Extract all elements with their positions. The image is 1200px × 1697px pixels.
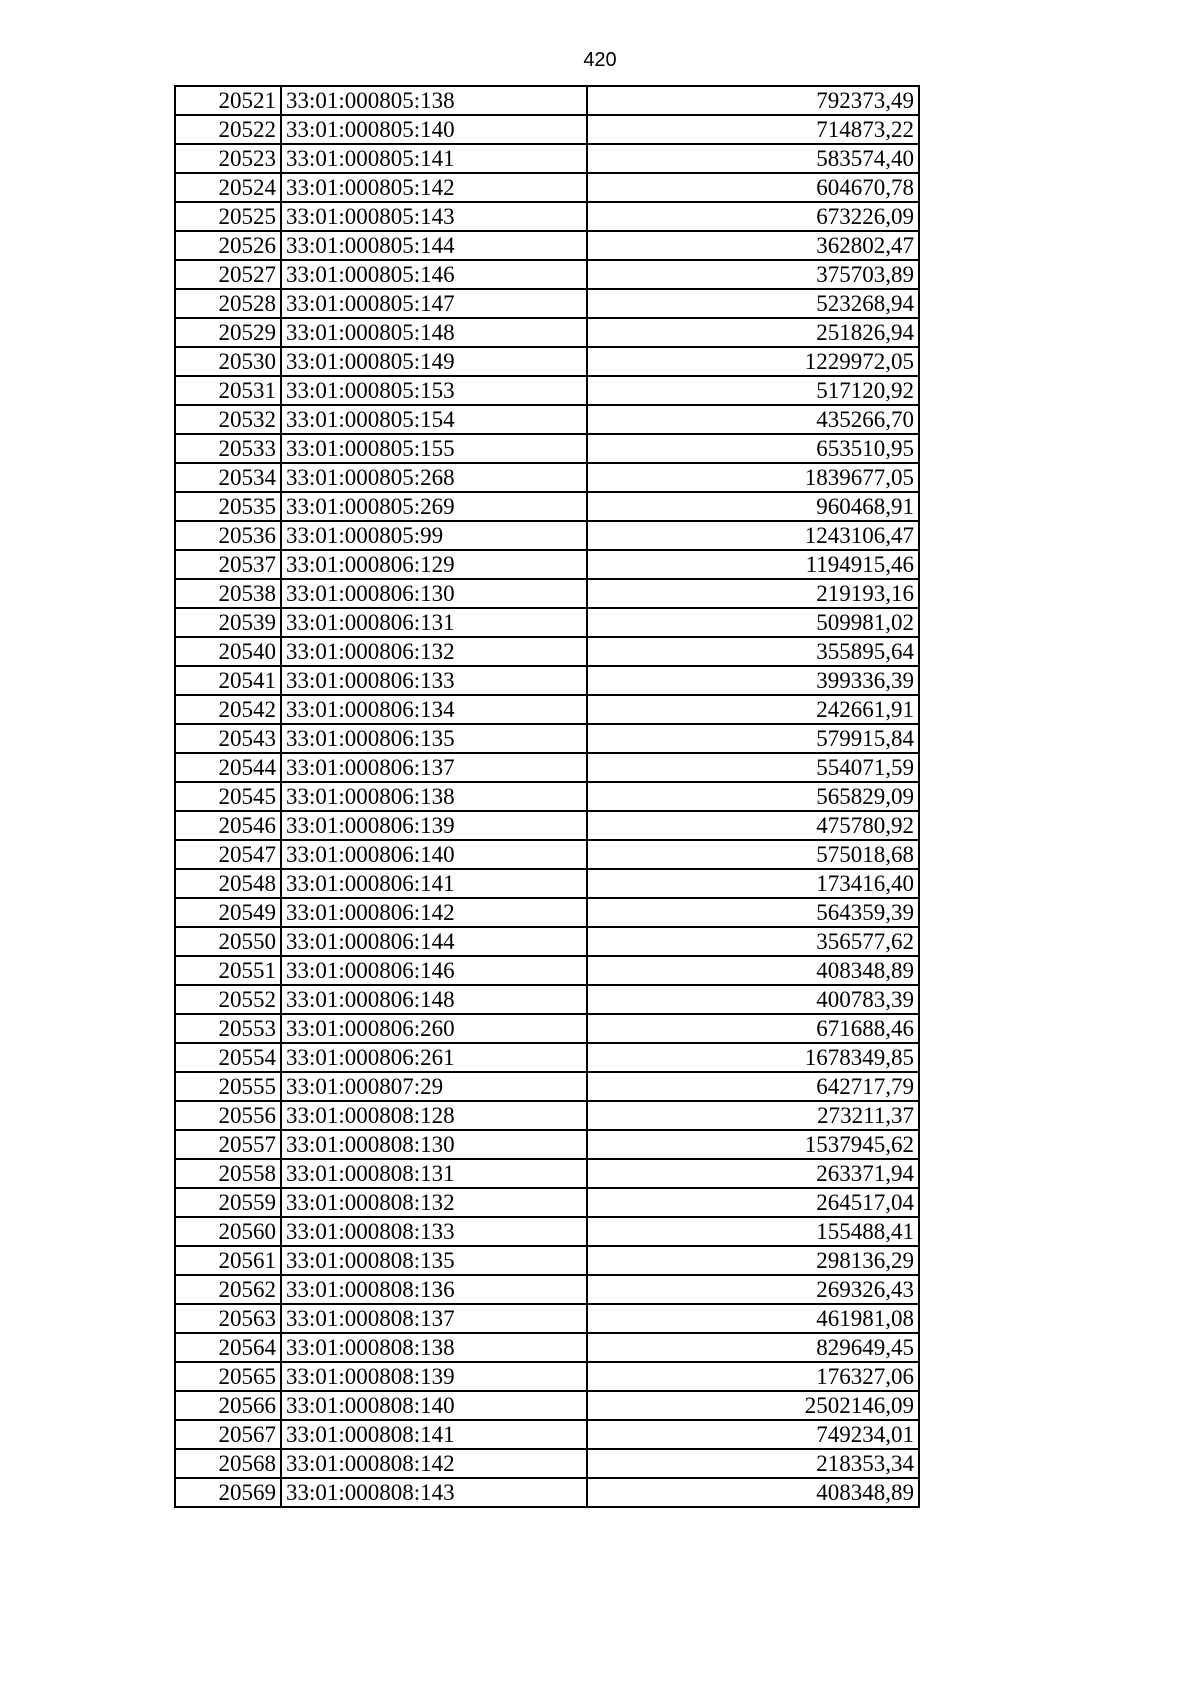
cadastral-value-cell: 653510,95 <box>587 434 919 463</box>
cadastral-value-cell: 475780,92 <box>587 811 919 840</box>
row-number-cell: 20554 <box>175 1043 281 1072</box>
table-row <box>175 86 919 115</box>
table-row <box>175 956 919 985</box>
cadastral-value-cell: 269326,43 <box>587 1275 919 1304</box>
cadastral-value-cell: 523268,94 <box>587 289 919 318</box>
cadastral-number-cell: 33:01:000808:128 <box>281 1101 587 1130</box>
row-number-cell: 20553 <box>175 1014 281 1043</box>
cadastral-number-cell: 33:01:000808:139 <box>281 1362 587 1391</box>
page-number: 420 <box>583 49 617 71</box>
table-row <box>175 1159 919 1188</box>
table-row <box>175 115 919 144</box>
cadastral-value-cell: 642717,79 <box>587 1072 919 1101</box>
row-number-cell: 20538 <box>175 579 281 608</box>
cadastral-value-cell: 579915,84 <box>587 724 919 753</box>
row-number-cell: 20565 <box>175 1362 281 1391</box>
row-number-cell: 20543 <box>175 724 281 753</box>
row-number-cell: 20559 <box>175 1188 281 1217</box>
cadastral-value-cell: 554071,59 <box>587 753 919 782</box>
row-number-cell: 20521 <box>175 86 281 115</box>
cadastral-number-cell: 33:01:000806:146 <box>281 956 587 985</box>
table-row <box>175 144 919 173</box>
row-number-cell: 20558 <box>175 1159 281 1188</box>
cadastral-value-table <box>174 85 920 1508</box>
row-number-cell: 20542 <box>175 695 281 724</box>
cadastral-value-cell: 375703,89 <box>587 260 919 289</box>
cadastral-number-cell: 33:01:000805:153 <box>281 376 587 405</box>
cadastral-value-cell: 400783,39 <box>587 985 919 1014</box>
row-number-cell: 20550 <box>175 927 281 956</box>
cadastral-number-cell: 33:01:000805:149 <box>281 347 587 376</box>
cadastral-number-cell: 33:01:000806:132 <box>281 637 587 666</box>
cadastral-number-cell: 33:01:000806:260 <box>281 1014 587 1043</box>
cadastral-number-cell: 33:01:000808:131 <box>281 1159 587 1188</box>
table-row <box>175 1246 919 1275</box>
table-row <box>175 1391 919 1420</box>
cadastral-value-cell: 219193,16 <box>587 579 919 608</box>
table-row <box>175 376 919 405</box>
table-row <box>175 463 919 492</box>
table-row <box>175 985 919 1014</box>
table-row <box>175 405 919 434</box>
table-row <box>175 1362 919 1391</box>
cadastral-value-cell: 1537945,62 <box>587 1130 919 1159</box>
cadastral-number-cell: 33:01:000806:137 <box>281 753 587 782</box>
cadastral-value-cell: 1839677,05 <box>587 463 919 492</box>
table-row <box>175 1449 919 1478</box>
cadastral-value-cell: 273211,37 <box>587 1101 919 1130</box>
row-number-cell: 20544 <box>175 753 281 782</box>
table-row <box>175 347 919 376</box>
cadastral-value-cell: 960468,91 <box>587 492 919 521</box>
row-number-cell: 20534 <box>175 463 281 492</box>
cadastral-number-cell: 33:01:000805:269 <box>281 492 587 521</box>
cadastral-number-cell: 33:01:000806:131 <box>281 608 587 637</box>
cadastral-number-cell: 33:01:000808:138 <box>281 1333 587 1362</box>
row-number-cell: 20556 <box>175 1101 281 1130</box>
cadastral-number-cell: 33:01:000806:140 <box>281 840 587 869</box>
row-number-cell: 20564 <box>175 1333 281 1362</box>
row-number-cell: 20535 <box>175 492 281 521</box>
cadastral-value-cell: 1229972,05 <box>587 347 919 376</box>
cadastral-value-cell: 792373,49 <box>587 86 919 115</box>
table-row <box>175 1072 919 1101</box>
cadastral-number-cell: 33:01:000808:136 <box>281 1275 587 1304</box>
table-row <box>175 289 919 318</box>
cadastral-value-cell: 829649,45 <box>587 1333 919 1362</box>
cadastral-number-cell: 33:01:000805:155 <box>281 434 587 463</box>
cadastral-value-cell: 714873,22 <box>587 115 919 144</box>
cadastral-value-cell: 435266,70 <box>587 405 919 434</box>
row-number-cell: 20528 <box>175 289 281 318</box>
cadastral-number-cell: 33:01:000806:135 <box>281 724 587 753</box>
cadastral-value-cell: 575018,68 <box>587 840 919 869</box>
table-row <box>175 1188 919 1217</box>
cadastral-value-cell: 509981,02 <box>587 608 919 637</box>
cadastral-number-cell: 33:01:000806:133 <box>281 666 587 695</box>
cadastral-value-cell: 155488,41 <box>587 1217 919 1246</box>
cadastral-number-cell: 33:01:000805:154 <box>281 405 587 434</box>
row-number-cell: 20525 <box>175 202 281 231</box>
cadastral-value-cell: 264517,04 <box>587 1188 919 1217</box>
table-row <box>175 782 919 811</box>
cadastral-number-cell: 33:01:000807:29 <box>281 1072 587 1101</box>
cadastral-number-cell: 33:01:000805:143 <box>281 202 587 231</box>
table-row <box>175 173 919 202</box>
table-row <box>175 1130 919 1159</box>
cadastral-number-cell: 33:01:000806:139 <box>281 811 587 840</box>
row-number-cell: 20552 <box>175 985 281 1014</box>
row-number-cell: 20560 <box>175 1217 281 1246</box>
table-row <box>175 898 919 927</box>
cadastral-value-cell: 176327,06 <box>587 1362 919 1391</box>
cadastral-value-cell: 564359,39 <box>587 898 919 927</box>
row-number-cell: 20557 <box>175 1130 281 1159</box>
cadastral-number-cell: 33:01:000805:146 <box>281 260 587 289</box>
table-row <box>175 434 919 463</box>
cadastral-value-cell: 408348,89 <box>587 956 919 985</box>
cadastral-number-cell: 33:01:000808:133 <box>281 1217 587 1246</box>
cadastral-value-cell: 263371,94 <box>587 1159 919 1188</box>
row-number-cell: 20522 <box>175 115 281 144</box>
cadastral-number-cell: 33:01:000805:141 <box>281 144 587 173</box>
cadastral-value-cell: 671688,46 <box>587 1014 919 1043</box>
row-number-cell: 20530 <box>175 347 281 376</box>
table-row <box>175 1420 919 1449</box>
row-number-cell: 20529 <box>175 318 281 347</box>
row-number-cell: 20526 <box>175 231 281 260</box>
cadastral-value-cell: 673226,09 <box>587 202 919 231</box>
row-number-cell: 20567 <box>175 1420 281 1449</box>
cadastral-number-cell: 33:01:000805:99 <box>281 521 587 550</box>
table-row <box>175 1101 919 1130</box>
cadastral-number-cell: 33:01:000806:261 <box>281 1043 587 1072</box>
table-row <box>175 202 919 231</box>
cadastral-number-cell: 33:01:000805:138 <box>281 86 587 115</box>
cadastral-value-cell: 251826,94 <box>587 318 919 347</box>
cadastral-number-cell: 33:01:000808:135 <box>281 1246 587 1275</box>
table-row <box>175 1014 919 1043</box>
cadastral-number-cell: 33:01:000806:148 <box>281 985 587 1014</box>
row-number-cell: 20547 <box>175 840 281 869</box>
row-number-cell: 20562 <box>175 1275 281 1304</box>
row-number-cell: 20569 <box>175 1478 281 1507</box>
cadastral-number-cell: 33:01:000805:268 <box>281 463 587 492</box>
table-row <box>175 724 919 753</box>
cadastral-value-cell: 565829,09 <box>587 782 919 811</box>
row-number-cell: 20548 <box>175 869 281 898</box>
table-row <box>175 260 919 289</box>
row-number-cell: 20539 <box>175 608 281 637</box>
cadastral-number-cell: 33:01:000808:137 <box>281 1304 587 1333</box>
table-row <box>175 695 919 724</box>
cadastral-number-cell: 33:01:000808:143 <box>281 1478 587 1507</box>
table-row <box>175 811 919 840</box>
cadastral-number-cell: 33:01:000806:129 <box>281 550 587 579</box>
cadastral-number-cell: 33:01:000805:147 <box>281 289 587 318</box>
cadastral-number-cell: 33:01:000805:144 <box>281 231 587 260</box>
cadastral-number-cell: 33:01:000806:134 <box>281 695 587 724</box>
row-number-cell: 20523 <box>175 144 281 173</box>
row-number-cell: 20527 <box>175 260 281 289</box>
cadastral-number-cell: 33:01:000805:140 <box>281 115 587 144</box>
cadastral-number-cell: 33:01:000806:141 <box>281 869 587 898</box>
cadastral-number-cell: 33:01:000808:130 <box>281 1130 587 1159</box>
row-number-cell: 20533 <box>175 434 281 463</box>
cadastral-value-cell: 356577,62 <box>587 927 919 956</box>
cadastral-number-cell: 33:01:000806:144 <box>281 927 587 956</box>
cadastral-value-cell: 298136,29 <box>587 1246 919 1275</box>
table-body <box>175 86 919 1507</box>
row-number-cell: 20545 <box>175 782 281 811</box>
row-number-cell: 20561 <box>175 1246 281 1275</box>
cadastral-value-cell: 362802,47 <box>587 231 919 260</box>
table-row <box>175 231 919 260</box>
row-number-cell: 20563 <box>175 1304 281 1333</box>
table-row <box>175 1304 919 1333</box>
cadastral-number-cell: 33:01:000805:148 <box>281 318 587 347</box>
table-row <box>175 579 919 608</box>
row-number-cell: 20536 <box>175 521 281 550</box>
table-row <box>175 753 919 782</box>
row-number-cell: 20540 <box>175 637 281 666</box>
row-number-cell: 20537 <box>175 550 281 579</box>
cadastral-number-cell: 33:01:000808:141 <box>281 1420 587 1449</box>
row-number-cell: 20524 <box>175 173 281 202</box>
cadastral-value-cell: 408348,89 <box>587 1478 919 1507</box>
table-row <box>175 666 919 695</box>
cadastral-value-cell: 355895,64 <box>587 637 919 666</box>
cadastral-number-cell: 33:01:000806:142 <box>281 898 587 927</box>
row-number-cell: 20568 <box>175 1449 281 1478</box>
row-number-cell: 20551 <box>175 956 281 985</box>
table-row <box>175 1478 919 1507</box>
cadastral-value-cell: 218353,34 <box>587 1449 919 1478</box>
row-number-cell: 20566 <box>175 1391 281 1420</box>
cadastral-value-cell: 461981,08 <box>587 1304 919 1333</box>
cadastral-value-cell: 1243106,47 <box>587 521 919 550</box>
table-row <box>175 492 919 521</box>
table-row <box>175 840 919 869</box>
cadastral-number-cell: 33:01:000806:138 <box>281 782 587 811</box>
cadastral-value-cell: 517120,92 <box>587 376 919 405</box>
cadastral-number-cell: 33:01:000808:140 <box>281 1391 587 1420</box>
table-row <box>175 1275 919 1304</box>
row-number-cell: 20549 <box>175 898 281 927</box>
cadastral-value-cell: 1678349,85 <box>587 1043 919 1072</box>
cadastral-value-cell: 604670,78 <box>587 173 919 202</box>
table-row <box>175 608 919 637</box>
table-row <box>175 318 919 347</box>
table-row <box>175 869 919 898</box>
table-row <box>175 550 919 579</box>
table-row <box>175 521 919 550</box>
table-row <box>175 637 919 666</box>
cadastral-number-cell: 33:01:000805:142 <box>281 173 587 202</box>
row-number-cell: 20555 <box>175 1072 281 1101</box>
cadastral-value-cell: 749234,01 <box>587 1420 919 1449</box>
table-row <box>175 927 919 956</box>
cadastral-number-cell: 33:01:000808:142 <box>281 1449 587 1478</box>
cadastral-value-cell: 2502146,09 <box>587 1391 919 1420</box>
cadastral-value-cell: 173416,40 <box>587 869 919 898</box>
row-number-cell: 20531 <box>175 376 281 405</box>
cadastral-number-cell: 33:01:000806:130 <box>281 579 587 608</box>
cadastral-number-cell: 33:01:000808:132 <box>281 1188 587 1217</box>
cadastral-value-cell: 583574,40 <box>587 144 919 173</box>
cadastral-value-cell: 399336,39 <box>587 666 919 695</box>
cadastral-value-cell: 1194915,46 <box>587 550 919 579</box>
table-row <box>175 1333 919 1362</box>
row-number-cell: 20546 <box>175 811 281 840</box>
cadastral-value-cell: 242661,91 <box>587 695 919 724</box>
row-number-cell: 20541 <box>175 666 281 695</box>
table-row <box>175 1217 919 1246</box>
row-number-cell: 20532 <box>175 405 281 434</box>
table-row <box>175 1043 919 1072</box>
